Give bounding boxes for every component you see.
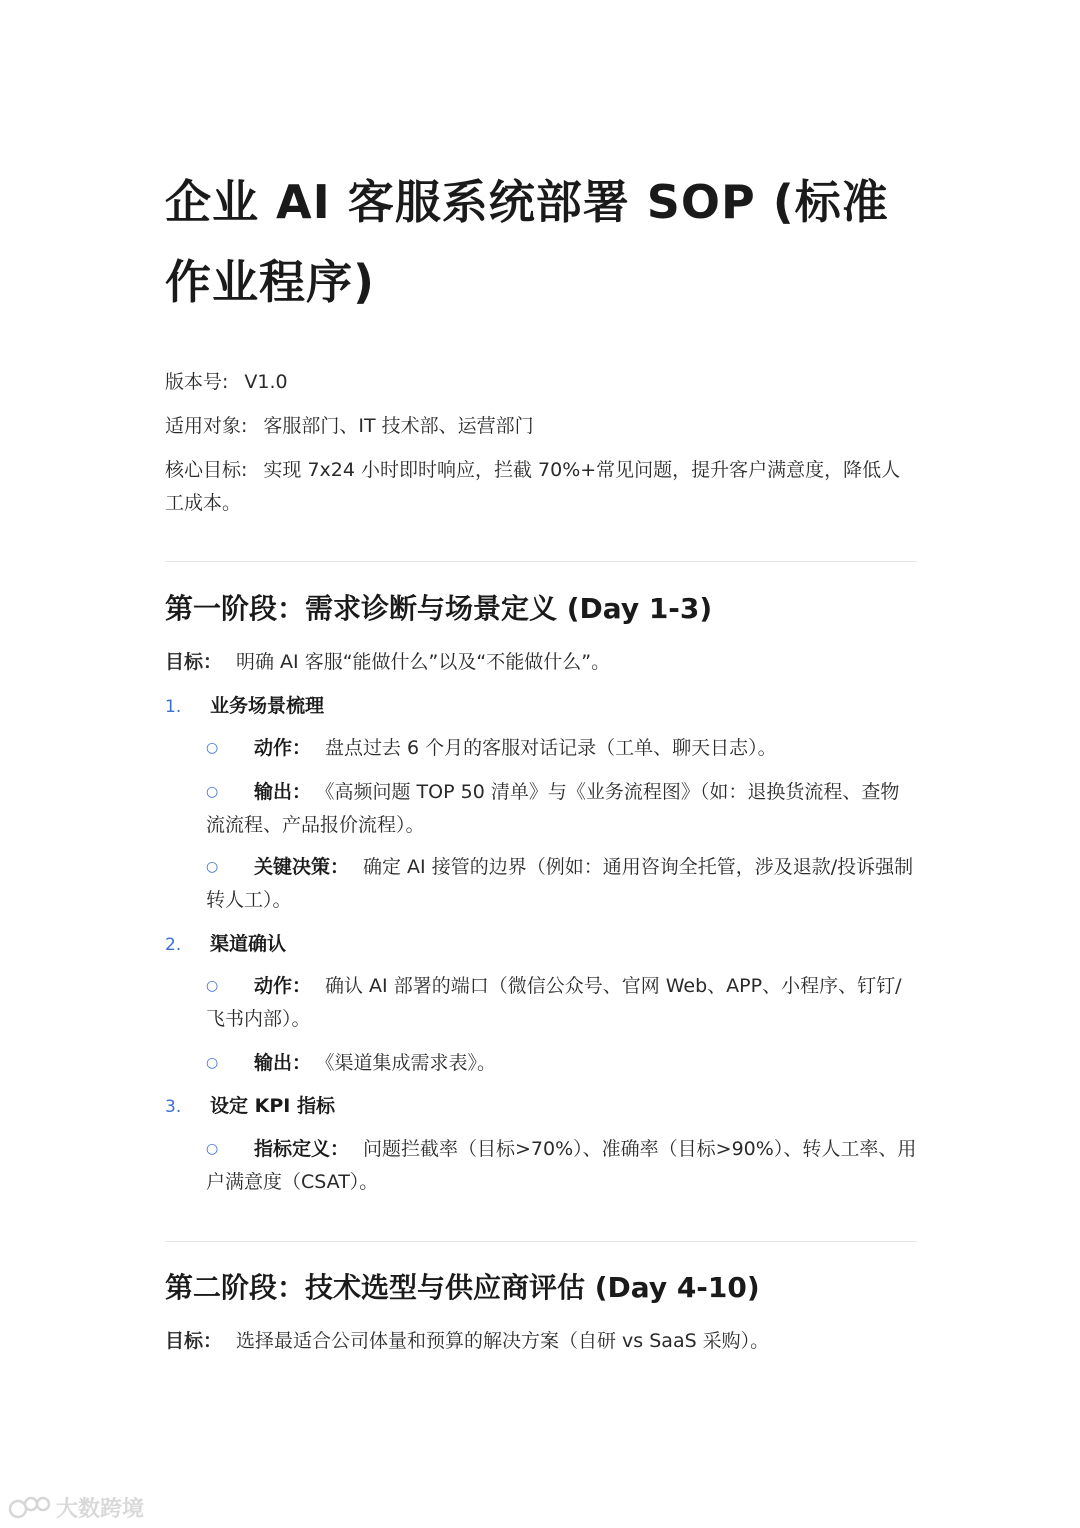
document-title: 企业 AI 客服系统部署 SOP (标准作业程序) <box>165 175 889 309</box>
meta-version-label: 版本号: <box>165 371 229 393</box>
sub-item-text: 确认 AI 部署的端口（微信公众号、官网 Web、APP、小程序、钉钉/飞书内部）。 <box>206 975 902 1030</box>
phase2-heading: 第二阶段：技术选型与供应商评估 (Day 4-10) <box>165 1271 760 1304</box>
circle-bullet-icon: ○ <box>206 978 219 994</box>
phase2-goal-text: 选择最适合公司体量和预算的解决方案（自研 vs SaaS 采购）。 <box>236 1330 770 1352</box>
phase2-goal <box>165 1326 917 1356</box>
meta-version-value: V1.0 <box>244 371 288 393</box>
list-item-number: 3. <box>165 1097 182 1117</box>
sub-item-label: 动作： <box>254 737 312 759</box>
sub-item-label: 输出： <box>254 781 312 803</box>
sub-item-text: 盘点过去 6 个月的客服对话记录（工单、聊天日志）。 <box>325 737 777 759</box>
watermark-text: 大数跨境 <box>56 1496 145 1522</box>
phase2-goal-label: 目标： <box>165 1330 223 1352</box>
list-item-number: 2. <box>165 935 182 955</box>
sub-item-label: 指标定义： <box>254 1138 350 1160</box>
circle-bullet-icon: ○ <box>206 1141 219 1157</box>
meta-core-goal <box>165 454 917 520</box>
sub-list-item <box>206 776 917 842</box>
sub-list-item <box>206 970 917 1036</box>
section-divider <box>165 1241 917 1242</box>
sub-list-item <box>206 1047 917 1080</box>
section-divider <box>165 561 917 562</box>
list-item <box>165 1091 917 1122</box>
meta-version <box>165 366 917 399</box>
sub-item-text: 确定 AI 接管的边界（例如：通用咨询全托管，涉及退款/投诉强制转人工）。 <box>206 856 914 911</box>
phase1-goal <box>165 647 917 677</box>
circle-bullet-icon: ○ <box>206 784 219 800</box>
brand-watermark <box>8 1490 144 1524</box>
sub-item-label: 关键决策： <box>254 856 350 878</box>
meta-core-goal-value: 实现 7x24 小时即时响应，拦截 70%+常见问题，提升客户满意度，降低人工成本。 <box>165 459 901 514</box>
sub-item-text: 问题拦截率（目标>70%）、准确率（目标>90%）、转人工率、用户满意度（CSAT）。 <box>206 1138 917 1193</box>
phase1-goal-label: 目标： <box>165 651 223 673</box>
circle-bullet-icon: ○ <box>206 859 219 875</box>
sub-list-item <box>206 732 917 765</box>
circle-bullet-icon: ○ <box>206 740 219 756</box>
meta-core-goal-label: 核心目标: <box>165 459 248 481</box>
circle-bullet-icon: ○ <box>206 1055 219 1071</box>
list-item-title: 业务场景梳理 <box>210 695 325 717</box>
brand-logo-icon <box>8 1492 54 1522</box>
meta-audience-value: 客服部门、IT 技术部、运营部门 <box>263 415 534 437</box>
phase1-heading: 第一阶段：需求诊断与场景定义 (Day 1-3) <box>165 592 713 625</box>
phase1-goal-text: 明确 AI 客服“能做什么”以及“不能做什么”。 <box>236 651 611 673</box>
meta-audience <box>165 410 917 443</box>
list-item <box>165 929 917 960</box>
sub-list-item <box>206 851 917 917</box>
list-item-title: 渠道确认 <box>210 933 287 955</box>
sub-item-text: 《渠道集成需求表》。 <box>325 1052 497 1074</box>
sub-item-label: 输出： <box>254 1052 312 1074</box>
sub-item-label: 动作： <box>254 975 312 997</box>
meta-audience-label: 适用对象: <box>165 415 248 437</box>
list-item-title: 设定 KPI 指标 <box>210 1095 335 1117</box>
sub-list-item <box>206 1133 917 1199</box>
list-item <box>165 691 917 722</box>
sub-item-text: 《高频问题 TOP 50 清单》与《业务流程图》（如：退换货流程、查物流流程、产品报价流程）。 <box>206 781 900 836</box>
list-item-number: 1. <box>165 697 182 717</box>
